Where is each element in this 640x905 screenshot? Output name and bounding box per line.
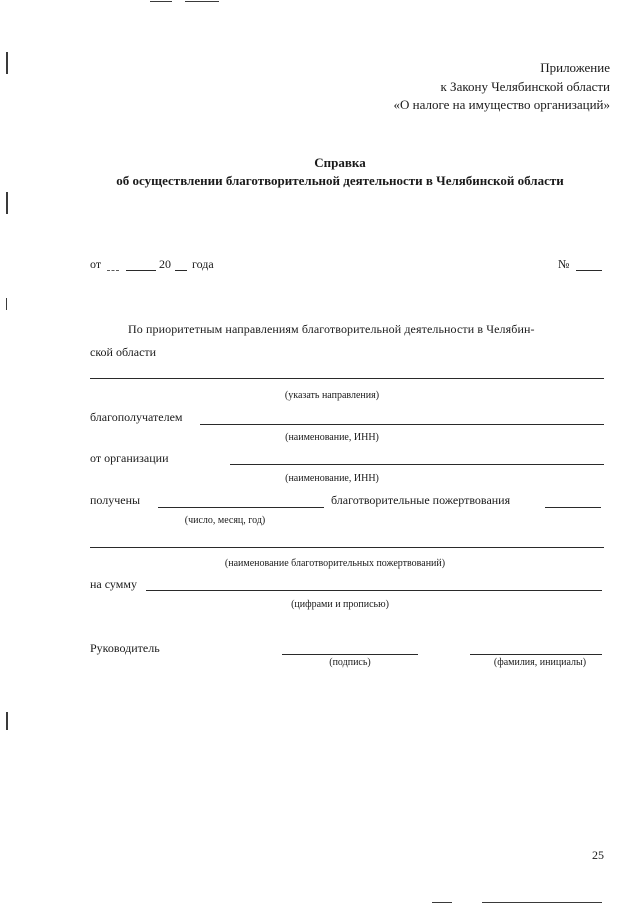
recipient-label: благополучателем [90, 410, 183, 424]
scan-edge-mark [6, 52, 8, 74]
received-label: получены [90, 493, 141, 507]
law-reference: к Закону Челябинской области [440, 79, 610, 94]
scan-edge-mark [6, 192, 8, 214]
recipient-caption: (наименование, ИНН) [285, 432, 379, 443]
donations-caption: (наименование благотворительных пожертвований) [224, 558, 446, 569]
signature-caption: (подпись) [329, 657, 371, 668]
directions-text-line2: ской области [90, 345, 157, 359]
appendix-label: Приложение [540, 60, 610, 75]
scan-bottom-mark [432, 902, 452, 903]
scan-edge-mark [6, 298, 7, 310]
scan-top-mark [185, 1, 219, 2]
date-year-prefix: 20 [159, 257, 171, 271]
donations-count-blank [545, 507, 601, 508]
scan-bottom-mark [482, 902, 602, 903]
date-month-blank [126, 270, 156, 271]
date-year-suffix: года [192, 257, 214, 271]
received-date-blank [158, 507, 324, 508]
directions-blank [90, 378, 604, 379]
date-day-blank [107, 270, 119, 271]
directions-text-line1: По приоритетным направлениям благотворительной деятельности в Челябин- [128, 322, 535, 336]
donations-label: благотворительные пожертвования [331, 493, 511, 507]
donations-name-blank [90, 547, 604, 548]
page-number: 25 [592, 848, 604, 862]
date-year-blank [175, 270, 187, 271]
sum-label: на сумму [90, 577, 137, 591]
signature-blank [282, 654, 418, 655]
date-from-label: от [90, 257, 102, 271]
organization-blank [230, 464, 604, 465]
recipient-blank [200, 424, 604, 425]
directions-caption: (указать направления) [284, 390, 380, 401]
document-title: Справка [314, 155, 366, 170]
number-sign: № [558, 257, 570, 271]
scan-top-mark [150, 1, 172, 2]
head-label: Руководитель [90, 641, 160, 655]
sum-caption: (цифрами и прописью) [291, 599, 389, 610]
number-blank [576, 270, 602, 271]
scan-edge-mark [6, 712, 8, 730]
law-title: «О налоге на имущество организаций» [393, 97, 610, 112]
organization-caption: (наименование, ИНН) [285, 473, 379, 484]
name-caption: (фамилия, инициалы) [493, 657, 587, 668]
document-subtitle: об осуществлении благотворительной деятельности в Челябинской области [116, 173, 564, 188]
sum-blank [146, 590, 602, 591]
date-caption: (число, месяц, год) [184, 515, 266, 526]
organization-label: от организации [90, 451, 169, 465]
name-blank [470, 654, 602, 655]
